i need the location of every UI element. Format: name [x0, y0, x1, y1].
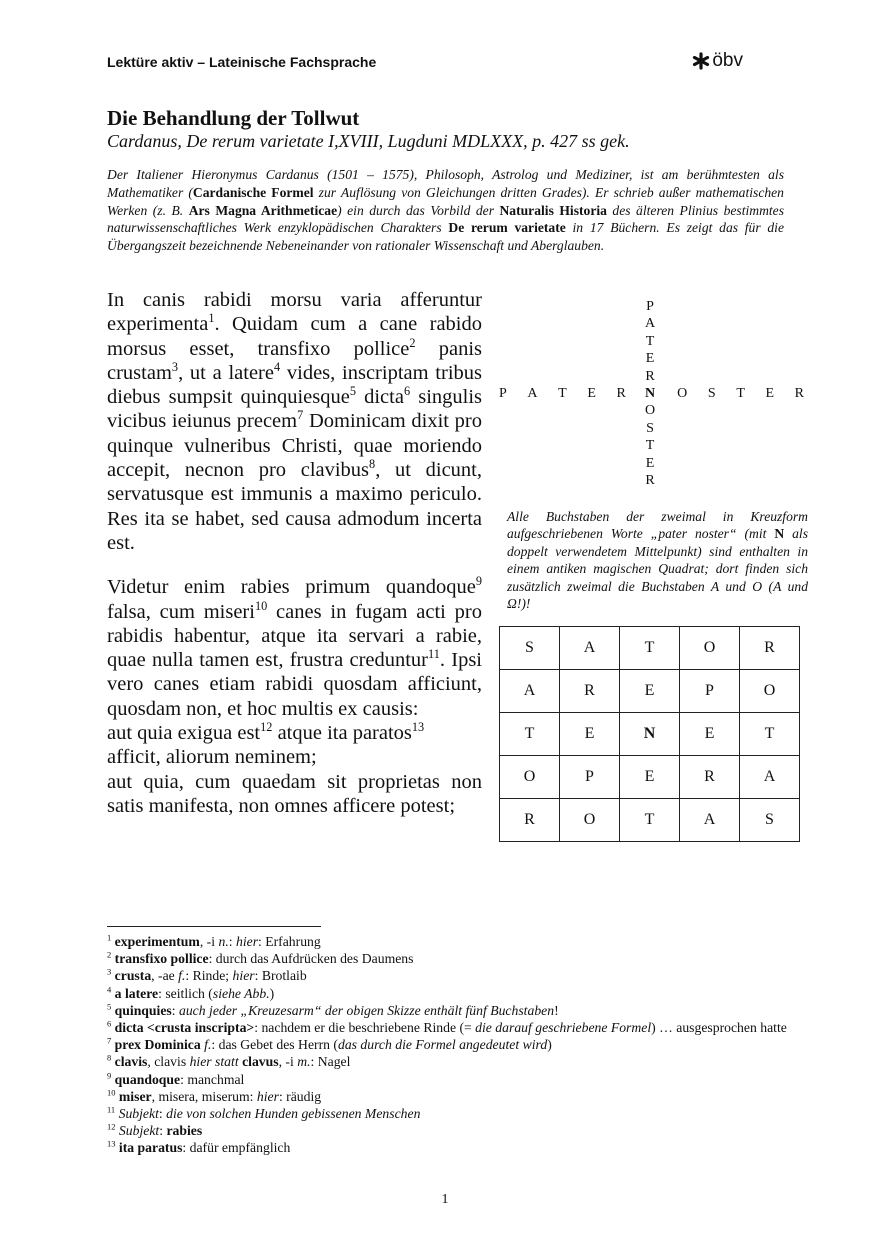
- latin-text: [107, 288, 482, 818]
- latin-span: , ut dicunt, servatusque est immunis a maximo periculo. Res ita se habet, sed causa admodum incerta est.: [107, 459, 482, 554]
- footnote-number: 8: [107, 1052, 112, 1063]
- footnote: [107, 950, 787, 967]
- footnote-text: clavus: [242, 1054, 279, 1070]
- footnote-text: prex Dominica: [114, 1037, 201, 1053]
- footnote-text: Subjekt: [118, 1106, 159, 1122]
- cross-letter: T: [645, 438, 655, 454]
- footnote-number: 4: [107, 984, 112, 995]
- footnote-ref: 9: [475, 574, 482, 589]
- footnote-number: 3: [107, 966, 112, 977]
- latin-span: dicta: [356, 386, 404, 409]
- square-cell: A: [500, 670, 560, 713]
- footnote-text: ita paratus: [118, 1140, 183, 1156]
- footnote-text: , -ae: [151, 968, 179, 984]
- footnote-text: , misera, miserum:: [151, 1088, 257, 1104]
- caption-text: Alle Buchstaben der zweimal in Kreuzform aufgeschriebenen Worte „pater noster“ (mit: [507, 509, 808, 542]
- footnote-ref: 2: [409, 335, 416, 350]
- square-cell: E: [620, 670, 680, 713]
- square-cell: T: [500, 713, 560, 756]
- cross-letter: O: [644, 403, 656, 419]
- square-cell: R: [500, 799, 560, 842]
- square-cell: A: [740, 756, 800, 799]
- footnote-ref: 11: [428, 647, 440, 662]
- caption-text: als doppelt verwendetem Mittelpunkt) sind enthalten in einem antiken magischen Quadrat; dort finden sich zusätzlich zweimal die Buchstaben A und O (A und Ω!)!: [507, 526, 808, 612]
- square-cell: T: [620, 799, 680, 842]
- footnote: [107, 985, 787, 1002]
- footnote-ref: 5: [349, 384, 356, 399]
- footnote-ref: 1: [208, 311, 215, 326]
- publisher-logo: [692, 50, 743, 72]
- page-header: [107, 50, 743, 74]
- intro-text: des älteren Plinius bestimmtes naturwissenschaftliches Werk enzyklopädischen Charakters: [107, 202, 784, 236]
- header-title: Lektüre aktiv – Lateinische Fachsprache: [107, 54, 377, 70]
- intro-bold: Naturalis Historia: [499, 202, 607, 218]
- latin-span: Dominicam dixit pro quinque vulneribus Christi, quae moriendo accepit, necnon pro clavibus: [107, 410, 482, 482]
- square-cell: P: [680, 670, 740, 713]
- footnote: [107, 1002, 787, 1019]
- cross-letter: R: [645, 473, 655, 489]
- footnote: [107, 1036, 787, 1053]
- square-cell: S: [740, 799, 800, 842]
- square-row: [500, 627, 800, 670]
- footnote-number: 12: [107, 1121, 116, 1132]
- square-cell: T: [620, 627, 680, 670]
- footnote-text: hier: [235, 934, 259, 949]
- footnote-text: f.: [178, 968, 186, 984]
- square-cell: E: [620, 756, 680, 799]
- square-cell: O: [500, 756, 560, 799]
- footnote-text: miser: [118, 1088, 152, 1104]
- footnote-text: : Nagel: [310, 1054, 351, 1070]
- sator-square: [499, 626, 800, 842]
- cross-letter: A: [644, 316, 656, 332]
- square-cell: E: [680, 713, 740, 756]
- square-cell: R: [740, 627, 800, 670]
- latin-span: falsa, cum miseri: [107, 600, 255, 623]
- cross-letter: E: [645, 351, 655, 367]
- square-cell: A: [680, 799, 740, 842]
- footnote-text: : Erfahrung: [258, 934, 321, 949]
- latin-span: Videtur enim rabies primum quandoque: [107, 576, 476, 599]
- square-row: [500, 713, 800, 756]
- latin-paragraph-1: [107, 288, 482, 555]
- cross-letter: P: [646, 299, 654, 314]
- intro-text: zur Auflösung von Gleichungen dritten Grades). Er schrieb außer mathematischen Werken (z. B.: [107, 184, 784, 218]
- latin-span: canes in fugam acti pro rabidis habentur, atque ita servari a rabie, quae nulla tamen est, frustra creduntur: [107, 600, 482, 672]
- intro-bold: Cardanische Formel: [192, 184, 314, 200]
- footnote-number: 2: [107, 949, 112, 960]
- footnote-text: : seitlich (: [158, 985, 213, 1001]
- square-cell: R: [680, 756, 740, 799]
- footnote-text: , clavis: [147, 1054, 190, 1070]
- footnote-text: , -i: [278, 1054, 298, 1070]
- cross-letter: E: [645, 455, 655, 471]
- cross-horizontal: [499, 385, 804, 402]
- footnote-ref: 4: [273, 360, 281, 375]
- page-number: 1: [441, 1192, 449, 1207]
- footnote: [107, 967, 787, 984]
- square-cell: N: [620, 713, 680, 756]
- footnote-number: 7: [107, 1035, 112, 1046]
- footnote-number: 6: [107, 1018, 112, 1029]
- latin-span: In canis rabidi morsu varia afferuntur experimenta: [107, 289, 482, 336]
- footnote-number: 11: [107, 1104, 116, 1115]
- footnote-text: dicta <crusta inscripta>: [114, 1020, 255, 1036]
- latin-paragraph-4: aut quia, cum quaedam sit proprietas non satis manifesta, non omnes afficere potest;: [107, 770, 482, 817]
- cross-letter: R: [645, 368, 655, 384]
- footnote-text: transfixo pollice: [114, 951, 209, 967]
- footnote-text: a latere: [114, 985, 159, 1001]
- oebv-star-icon: [692, 52, 710, 70]
- footnote-number: 5: [107, 1001, 112, 1012]
- footnote-text: ) … ausgesprochen hatte: [651, 1020, 787, 1036]
- footnote-text: quinquies: [114, 1002, 172, 1018]
- footnote-ref: 13: [411, 720, 425, 735]
- footnote-ref: 6: [403, 384, 411, 399]
- footnote-text: hier: [232, 968, 255, 984]
- footnote-number: 13: [107, 1138, 116, 1149]
- footnote-text: siehe Abb.: [212, 985, 270, 1001]
- latin-span: afficit, aliorum neminem;: [107, 746, 317, 769]
- pater-noster-cross: [499, 298, 804, 493]
- footnote-ref: 10: [254, 598, 268, 613]
- footnote-text: :: [158, 1106, 167, 1122]
- footnote-ref: 7: [297, 408, 304, 423]
- latin-span: vides, inscriptam tribus diebus sumpsit quinquiesque: [107, 361, 482, 409]
- footnote-text: clavis: [114, 1054, 148, 1070]
- footnote-text: : räudig: [278, 1088, 322, 1104]
- cross-letter: N: [644, 386, 656, 402]
- footnote-text: die darauf geschriebene Formel: [475, 1020, 652, 1036]
- footnote-text: : durch das Aufdrücken des Daumens: [208, 951, 414, 967]
- footnotes: [107, 933, 787, 1157]
- square-cell: E: [560, 713, 620, 756]
- caption-bold: N: [774, 526, 785, 542]
- footnote: [107, 933, 787, 950]
- square-cell: O: [560, 799, 620, 842]
- square-cell: A: [560, 627, 620, 670]
- intro-text: in 17 Büchern. Es zeigt das für die Übergangszeit bezeichnende Nebeneinander von rationaler Wissenschaft und Aberglauben.: [107, 220, 784, 254]
- footnote: [107, 1088, 787, 1105]
- cross-letter: S: [646, 420, 654, 436]
- footnote-ref: 12: [260, 720, 273, 735]
- latin-span: , ut a latere: [178, 361, 274, 384]
- square-row: [500, 799, 800, 842]
- cross-letter: R: [794, 386, 804, 401]
- square-cell: O: [680, 627, 740, 670]
- cross-letter: R: [616, 386, 626, 401]
- latin-paragraph-3: [107, 721, 482, 770]
- footnote: [107, 1139, 787, 1156]
- cross-letter: A: [527, 386, 538, 401]
- footnote: [107, 1105, 787, 1122]
- square-cell: R: [560, 670, 620, 713]
- cross-letter: S: [707, 386, 716, 401]
- footnote-number: 1: [107, 932, 112, 943]
- intro-text: Der Italiener Hieronymus Cardanus (1501 – 1575), Philosoph, Astrolog und Mediziner, ist am berühmtesten als Mathematiker (: [107, 167, 784, 200]
- figure-caption: [507, 508, 808, 612]
- logo-text: öbv: [712, 50, 743, 71]
- intro-bold: De rerum varietate: [448, 220, 566, 236]
- square-cell: T: [740, 713, 800, 756]
- footnote-text: : das Gebet des Herrn (: [211, 1037, 338, 1053]
- cross-letter: T: [558, 386, 567, 401]
- footnote-text: das durch die Formel angedeutet wird: [337, 1037, 548, 1053]
- cross-letter: P: [499, 386, 507, 401]
- cross-letter: O: [677, 386, 688, 401]
- footnote-text: : dafür empfänglich: [182, 1140, 291, 1156]
- footnote-text: quandoque: [114, 1071, 181, 1087]
- square-cell: O: [740, 670, 800, 713]
- footnote-text: :: [159, 1123, 167, 1139]
- footnote-text: :: [228, 934, 236, 949]
- footnote-text: auch jeder „Kreuzesarm“ der obigen Skizze enthält fünf Buchstaben: [178, 1002, 555, 1018]
- square-cell: P: [560, 756, 620, 799]
- latin-span: atque ita paratos: [272, 722, 412, 745]
- intro-text: ) ein durch das Vorbild der: [337, 202, 500, 218]
- footnote-text: ): [547, 1037, 552, 1053]
- latin-span: aut quia exigua est: [107, 722, 261, 745]
- footnote-text: rabies: [166, 1123, 203, 1139]
- square-cell: S: [500, 627, 560, 670]
- footnote-text: experimentum: [114, 934, 200, 949]
- footnote-text: m.: [297, 1054, 311, 1070]
- document-title: Die Behandlung der Tollwut: [107, 106, 360, 130]
- footnote-ref: 3: [171, 360, 179, 375]
- footnote-ref: 8: [369, 457, 376, 472]
- latin-span: singulis vicibus ieiunus precem: [107, 386, 483, 433]
- footnote-text: , -i: [199, 934, 219, 949]
- footnote-text: : Rinde;: [185, 968, 233, 984]
- cross-letter: E: [587, 386, 596, 401]
- cross-letter: T: [736, 386, 745, 401]
- square-row: [500, 756, 800, 799]
- footnote-text: : nachdem er die beschriebene Rinde (=: [254, 1020, 476, 1036]
- footnote: [107, 1071, 787, 1088]
- intro-bold: Ars Magna Arithmeticae: [188, 202, 338, 218]
- document-subtitle: Cardanus, De rerum varietate I,XVIII, Lugduni MDLXXX, p. 427 ss gek.: [107, 131, 630, 151]
- footnote-text: hier statt: [189, 1054, 239, 1070]
- latin-span: . Quidam cum a cane rabido morsus esset, transfixo pollice: [107, 313, 482, 360]
- footnote-text: f.: [204, 1037, 212, 1053]
- footnote-text: ): [269, 985, 275, 1001]
- latin-paragraph-2: [107, 575, 482, 721]
- footnote-text: crusta: [114, 968, 152, 984]
- footnote-divider: [107, 926, 321, 927]
- square-row: [500, 670, 800, 713]
- footnote-text: die von solchen Hunden gebissenen Menschen: [166, 1106, 421, 1122]
- cross-letter: E: [765, 386, 775, 401]
- footnote-text: : Brotlaib: [254, 968, 307, 984]
- footnote-text: :: [171, 1002, 179, 1018]
- footnote-number: 9: [107, 1070, 112, 1081]
- latin-span: . Ipsi vero canes etiam rabidi quosdam afficiunt, quosdam non, et hoc multis ex causis:: [107, 649, 482, 720]
- footnote-text: Subjekt: [118, 1123, 160, 1139]
- footnote: [107, 1053, 787, 1070]
- footnote-text: n.: [218, 934, 229, 949]
- cross-letter: T: [645, 333, 655, 349]
- footnote-number: 10: [107, 1087, 116, 1098]
- footnote: [107, 1122, 787, 1139]
- footnote: [107, 1019, 787, 1036]
- footnote-text: !: [554, 1002, 559, 1018]
- footnote-text: : manchmal: [180, 1071, 245, 1087]
- intro-paragraph: [107, 166, 784, 255]
- latin-span: panis crustam: [107, 337, 482, 384]
- footnote-text: hier: [256, 1088, 279, 1104]
